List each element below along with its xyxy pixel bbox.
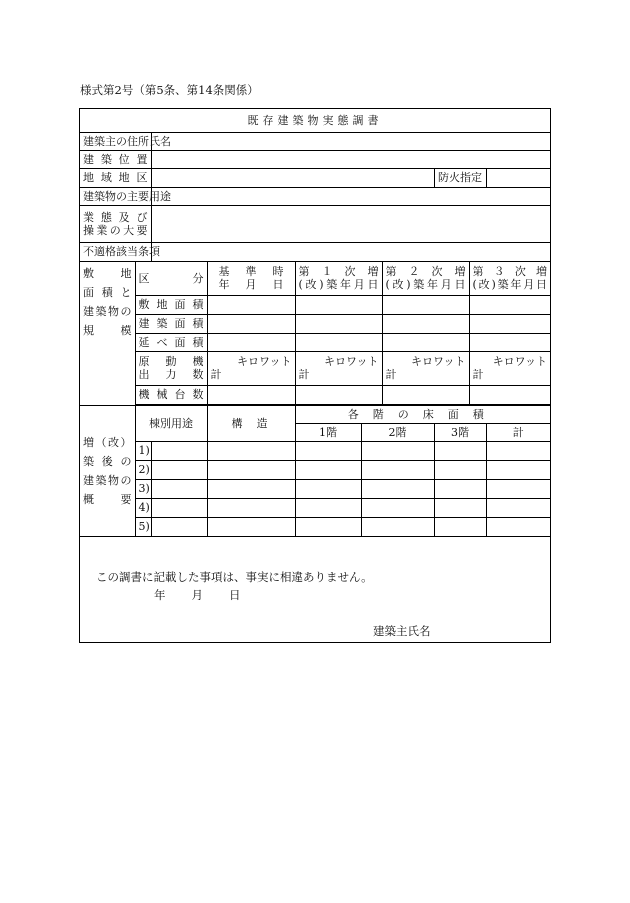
ext2-header <box>382 261 469 295</box>
machine-count-label: 機械台数 <box>135 385 207 404</box>
floor-3-field[interactable] <box>434 517 486 536</box>
structure-field[interactable] <box>207 517 295 536</box>
area-label-line2: 面積と <box>83 285 132 299</box>
kw-unit: キロワット <box>237 355 292 368</box>
use-field[interactable] <box>151 460 207 479</box>
machine-count-base[interactable] <box>207 385 295 404</box>
fire-designation-field[interactable] <box>486 168 550 187</box>
building-label-line3: 建築物の <box>83 473 132 487</box>
location-label: 建築位置 <box>80 150 151 168</box>
business-label-line1: 業態及び <box>83 210 148 224</box>
structure-field[interactable] <box>207 460 295 479</box>
main-use-field[interactable] <box>151 187 550 205</box>
kw-unit: キロワット <box>411 355 466 368</box>
business-field[interactable] <box>151 205 550 242</box>
structure-header: 構造 <box>207 405 295 441</box>
floor-3-header: 3階 <box>434 423 486 441</box>
category-header: 区分 <box>135 261 207 295</box>
site-area-ext2[interactable] <box>382 295 469 314</box>
floor-area-ext2[interactable] <box>382 333 469 351</box>
structure-field[interactable] <box>207 441 295 460</box>
motor-line2: 出力数 <box>138 368 204 381</box>
area-label-line3: 建築物の <box>83 304 132 318</box>
building-area-base[interactable] <box>207 314 295 333</box>
month-label: 月 <box>191 588 203 602</box>
row-number: 3) <box>135 479 151 498</box>
ext1-line2: (改)築年月日 <box>298 278 379 291</box>
floor-3-field[interactable] <box>434 498 486 517</box>
floor-area-label: 延べ面積 <box>135 333 207 351</box>
survey-form <box>79 108 551 643</box>
floor-area-base[interactable] <box>207 333 295 351</box>
total-label: 計 <box>385 368 397 381</box>
nonconforming-label: 不適格該当条項 <box>80 242 151 261</box>
floor-1-field[interactable] <box>295 517 361 536</box>
floor-1-field[interactable] <box>295 460 361 479</box>
machine-count-ext3[interactable] <box>469 385 550 404</box>
survey-table <box>80 109 550 537</box>
floor-total-field[interactable] <box>486 441 550 460</box>
floor-1-header: 1階 <box>295 423 361 441</box>
day-label: 日 <box>229 588 241 602</box>
floor-2-field[interactable] <box>361 517 434 536</box>
declaration-statement: この調書に記載した事項は、事実に相違ありません。 <box>96 570 373 584</box>
zone-field[interactable] <box>151 168 434 187</box>
ext1-line1: 第１次増 <box>298 265 379 278</box>
owner-address-label: 建築主の住所氏名 <box>80 132 151 150</box>
building-label-line4: 概 要 <box>83 492 132 506</box>
site-area-ext1[interactable] <box>295 295 382 314</box>
structure-field[interactable] <box>207 498 295 517</box>
form-title: 既存建築物実態調書 <box>80 109 550 132</box>
motor-output-base[interactable] <box>207 351 295 385</box>
total-label: 計 <box>472 368 484 381</box>
use-field[interactable] <box>151 441 207 460</box>
owner-name-label: 建築主氏名 <box>373 624 431 638</box>
floor-1-field[interactable] <box>295 479 361 498</box>
date-line[interactable] <box>154 587 241 603</box>
building-section-label <box>80 405 135 536</box>
site-area-base[interactable] <box>207 295 295 314</box>
area-label-line4: 規 模 <box>83 323 132 337</box>
building-label-line1: 増（改） <box>83 435 132 449</box>
base-date-header <box>207 261 295 295</box>
building-area-ext1[interactable] <box>295 314 382 333</box>
floor-3-field[interactable] <box>434 460 486 479</box>
business-label-line2: 操業の大要 <box>83 223 148 237</box>
nonconforming-field[interactable] <box>151 242 550 261</box>
row-number: 4) <box>135 498 151 517</box>
area-section-label <box>80 261 135 405</box>
floor-2-field[interactable] <box>361 460 434 479</box>
motor-output-ext3[interactable] <box>469 351 550 385</box>
ext3-line1: 第３次増 <box>472 265 548 278</box>
kw-unit: キロワット <box>324 355 379 368</box>
base-date-line1: 基準時 <box>218 265 284 278</box>
ext2-line2: (改)築年月日 <box>385 278 466 291</box>
use-by-building-header: 棟別用途 <box>135 405 207 441</box>
floor-total-field[interactable] <box>486 460 550 479</box>
motor-line1: 原動機 <box>138 355 204 368</box>
floor-total-field[interactable] <box>486 479 550 498</box>
total-label: 計 <box>298 368 310 381</box>
location-field[interactable] <box>151 150 550 168</box>
use-field[interactable] <box>151 479 207 498</box>
year-label: 年 <box>154 588 166 602</box>
fire-designation-label: 防火指定 <box>434 168 486 187</box>
business-label <box>80 205 151 242</box>
floor-area-by-floor-header: 各階の床面積 <box>295 405 550 423</box>
main-use-label: 建築物の主要用途 <box>80 187 151 205</box>
floor-2-header: 2階 <box>361 423 434 441</box>
building-area-ext2[interactable] <box>382 314 469 333</box>
ext3-line2: (改)築年月日 <box>472 278 548 291</box>
floor-total-field[interactable] <box>486 517 550 536</box>
floor-total-field[interactable] <box>486 498 550 517</box>
floor-2-field[interactable] <box>361 498 434 517</box>
floor-total-header: 計 <box>486 423 550 441</box>
use-field[interactable] <box>151 498 207 517</box>
site-area-label: 敷地面積 <box>135 295 207 314</box>
floor-area-ext3[interactable] <box>469 333 550 351</box>
zone-label: 地域地区 <box>80 168 151 187</box>
floor-3-field[interactable] <box>434 441 486 460</box>
ext3-header <box>469 261 550 295</box>
building-label-line2: 築後の <box>83 454 132 468</box>
row-number: 2) <box>135 460 151 479</box>
motor-output-ext2[interactable] <box>382 351 469 385</box>
row-number: 5) <box>135 517 151 536</box>
floor-2-field[interactable] <box>361 441 434 460</box>
ext1-header <box>295 261 382 295</box>
owner-address-field[interactable] <box>151 132 550 150</box>
floor-3-field[interactable] <box>434 479 486 498</box>
kw-unit: キロワット <box>492 355 548 368</box>
area-label-line1: 敷 地 <box>83 266 132 280</box>
motor-output-label <box>135 351 207 385</box>
floor-1-field[interactable] <box>295 441 361 460</box>
use-field[interactable] <box>151 517 207 536</box>
row-number: 1) <box>135 441 151 460</box>
site-area-ext3[interactable] <box>469 295 550 314</box>
building-area-ext3[interactable] <box>469 314 550 333</box>
floor-area-ext1[interactable] <box>295 333 382 351</box>
base-date-line2: 年月日 <box>218 278 284 291</box>
machine-count-ext1[interactable] <box>295 385 382 404</box>
total-label: 計 <box>210 368 222 381</box>
building-area-label: 建築面積 <box>135 314 207 333</box>
floor-1-field[interactable] <box>295 498 361 517</box>
structure-field[interactable] <box>207 479 295 498</box>
machine-count-ext2[interactable] <box>382 385 469 404</box>
form-number-caption: 様式第2号（第5条、第14条関係） <box>80 83 259 97</box>
motor-output-ext1[interactable] <box>295 351 382 385</box>
ext2-line1: 第２次増 <box>385 265 466 278</box>
floor-2-field[interactable] <box>361 479 434 498</box>
